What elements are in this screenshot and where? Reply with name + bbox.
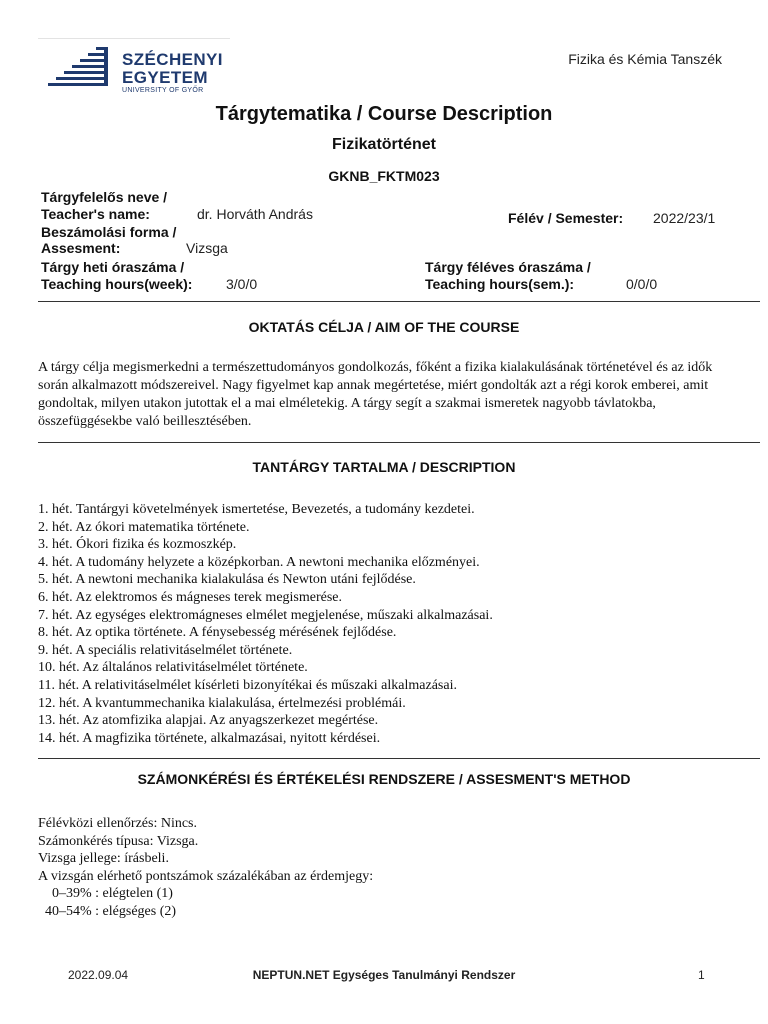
week-item: 11. hét. A relativitáselmélet kísérleti bizonyítékai és műszaki alkalmazásai. (38, 677, 457, 693)
university-logo (38, 38, 230, 99)
week-item: 5. hét. A newtoni mechanika kialakulása és Newton utáni fejlődése. (38, 572, 416, 588)
semester-hours-label-2: Teaching hours(sem.): (425, 276, 575, 292)
logo-mark-icon (48, 47, 114, 93)
description-heading: TANTÁRGY TARTALMA / DESCRIPTION (252, 459, 516, 475)
grade-line: 0–39% : elégtelen (1) (38, 886, 173, 902)
logo-text-line2: EGYETEM (122, 68, 208, 87)
week-item: 3. hét. Ókori fizika és kozmoszkép. (38, 537, 237, 553)
grade-line: 40–54% : elégséges (2) (38, 903, 177, 919)
week-item: 8. hét. Az optika története. A fénysebesség mérésének fejlődése. (38, 625, 397, 641)
teacher-label-2: Teacher's name: (41, 206, 150, 222)
divider (38, 758, 760, 759)
aim-text: A tárgy célja megismerkedni a természettudományos gondolkozás, főként a fizika kialakulásának történetével és az idők során alkalmazott módszereivel. Nagy figyelmet kap annak megértetése, miért gondolták azt a régi korok emberei, amit gondoltak, milyen utakon jutottak el a mai elméletekig. A tárgy segít a szakmai ismeretek nagyobb távlatokba, összefüggésekbe való beillesztésében. (38, 360, 713, 429)
week-item: 9. hét. A speciális relativitáselmélet története. (38, 642, 293, 658)
logo-text-line1: SZÉCHENYI (122, 50, 223, 69)
teacher-label-1: Tárgyfelelős neve / (41, 189, 168, 205)
assessment-line: A vizsgán elérhető pontszámok százalékában az érdemjegy: (38, 868, 374, 884)
subject-name: Fizikatörténet (331, 136, 436, 153)
assessment-line: Vizsga jellege: írásbeli. (38, 851, 169, 867)
week-item: 12. hét. A kvantummechanika kialakulása, értelmezési problémái. (38, 695, 406, 711)
week-item: 6. hét. Az elektromos és mágneses terek megismerése. (38, 589, 343, 605)
assessment-value: Vizsga (186, 240, 228, 256)
assessment-label-2: Assesment: (41, 240, 121, 256)
weekly-hours-value: 3/0/0 (226, 276, 258, 292)
logo-text-line3: UNIVERSITY OF GYŐR (122, 87, 204, 94)
page-number: 1 (698, 968, 705, 982)
week-item: 4. hét. A tudomány helyzete a középkorban. A newtoni mechanika előzményei. (38, 554, 480, 570)
semester-hours-value: 0/0/0 (626, 276, 658, 292)
divider (38, 442, 760, 443)
semester-label: Félév / Semester: (508, 210, 624, 226)
assessment-line: Félévközi ellenőrzés: Nincs. (38, 816, 198, 831)
week-list (38, 501, 493, 747)
semester-hours-label-1: Tárgy féléves óraszáma / (425, 259, 591, 275)
footer-date: 2022.09.04 (68, 968, 129, 982)
week-item: 7. hét. Az egységes elektromágneses elmélet megjelenése, műszaki alkalmazásai. (38, 607, 493, 623)
weekly-hours-label-2: Teaching hours(week): (41, 276, 193, 292)
assessment-line: Számonkérés típusa: Vizsga. (38, 833, 199, 849)
department-name: Fizika és Kémia Tanszék (568, 51, 722, 67)
footer-system: NEPTUN.NET Egységes Tanulmányi Rendszer (252, 968, 516, 982)
teacher-value: dr. Horváth András (197, 206, 313, 222)
weekly-hours-label-1: Tárgy heti óraszáma / (41, 259, 185, 275)
semester-value: 2022/23/1 (653, 210, 716, 226)
aim-heading: OKTATÁS CÉLJA / AIM OF THE COURSE (248, 319, 520, 335)
divider (38, 301, 760, 302)
week-item: 2. hét. Az ókori matematika története. (38, 519, 250, 535)
assessment-list (38, 815, 373, 921)
week-item: 10. hét. Az általános relativitáselmélet története. (38, 660, 308, 676)
assessment-heading: SZÁMONKÉRÉSI ÉS ÉRTÉKELÉSI RENDSZERE / ASSESMENT'S METHOD (137, 771, 631, 787)
subject-code: GKNB_FKTM023 (328, 168, 440, 184)
week-item: 1. hét. Tantárgyi követelmények ismertetése, Bevezetés, a tudomány kezdetei. (38, 502, 475, 517)
document-title: Tárgytematika / Course Description (215, 103, 553, 125)
assessment-label-1: Beszámolási forma / (41, 224, 177, 240)
week-item: 14. hét. A magfizika története, alkalmazásai, nyitott kérdései. (38, 730, 381, 746)
week-item: 13. hét. Az atomfizika alapjai. Az anyagszerkezet megértése. (38, 713, 379, 729)
